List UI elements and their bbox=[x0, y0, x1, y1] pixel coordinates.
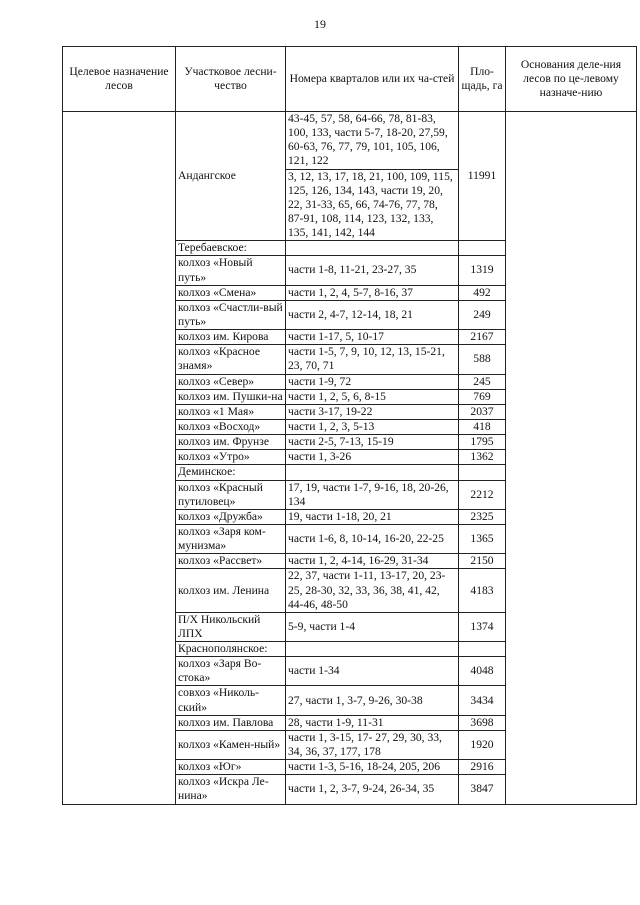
table-header-row bbox=[63, 47, 637, 112]
quarters-cell: части 1-8, 11-21, 23-27, 35 bbox=[286, 256, 459, 285]
area-cell: 2212 bbox=[459, 480, 506, 509]
area-cell bbox=[459, 465, 506, 480]
quarters-cell: части 1-17, 5, 10-17 bbox=[286, 330, 459, 345]
quarters-cell: части 1, 2, 4, 5-7, 8-16, 37 bbox=[286, 285, 459, 300]
forestry-cell: колхоз им. Пушки-на bbox=[176, 389, 286, 404]
forestry-cell: колхоз «Дружба» bbox=[176, 509, 286, 524]
area-cell: 2150 bbox=[459, 554, 506, 569]
area-cell: 2037 bbox=[459, 404, 506, 419]
forestry-cell: колхоз «1 Мая» bbox=[176, 404, 286, 419]
area-cell: 249 bbox=[459, 300, 506, 329]
quarters-cell: 22, 37, части 1-11, 13-17, 20, 23- 25, 28-30, 32, 33, 36, 38, 41, 42, 44-46, 48-50 bbox=[286, 569, 459, 612]
area-cell: 769 bbox=[459, 389, 506, 404]
quarters-cell: части 2, 4-7, 12-14, 18, 21 bbox=[286, 300, 459, 329]
area-cell: 2916 bbox=[459, 760, 506, 775]
forestry-cell: колхоз «Смена» bbox=[176, 285, 286, 300]
area-cell: 3698 bbox=[459, 715, 506, 730]
table-row bbox=[63, 112, 637, 170]
forestry-cell: колхоз «Красный путиловец» bbox=[176, 480, 286, 509]
area-cell: 492 bbox=[459, 285, 506, 300]
area-cell: 4048 bbox=[459, 657, 506, 686]
forestry-cell: колхоз им. Павлова bbox=[176, 715, 286, 730]
header-basis: Основания деле-ния лесов по це-левому назначе-нию bbox=[506, 47, 637, 112]
forestry-cell: П/Х Никольский ЛПХ bbox=[176, 612, 286, 641]
forestry-cell: колхоз «Заря Во-стока» bbox=[176, 657, 286, 686]
basis-cell bbox=[506, 112, 637, 805]
area-cell: 3847 bbox=[459, 775, 506, 804]
quarters-cell: части 1, 2, 3, 5-13 bbox=[286, 419, 459, 434]
header-area: Пло-щадь, га bbox=[459, 47, 506, 112]
area-cell bbox=[459, 642, 506, 657]
quarters-cell: 28, части 1-9, 11-31 bbox=[286, 715, 459, 730]
quarters-cell: части 1, 2, 5, 6, 8-15 bbox=[286, 389, 459, 404]
forestry-cell: колхоз «Счастли-вый путь» bbox=[176, 300, 286, 329]
forestry-cell: колхоз «Камен-ный» bbox=[176, 730, 286, 759]
forestry-cell: колхоз «Красное знамя» bbox=[176, 345, 286, 374]
area-cell: 1920 bbox=[459, 730, 506, 759]
quarters-cell: 43-45, 57, 58, 64-66, 78, 81-83, 100, 133, части 5-7, 18-20, 27,59, 60-63, 76, 77, 79, 101, 105, 106, 121, 122 bbox=[286, 112, 459, 170]
area-cell: 2167 bbox=[459, 330, 506, 345]
quarters-cell: части 1, 2, 3-7, 9-24, 26-34, 35 bbox=[286, 775, 459, 804]
forestry-cell: колхоз «Заря ком-мунизма» bbox=[176, 524, 286, 553]
table-body bbox=[63, 112, 637, 805]
header-purpose: Целевое назначение лесов bbox=[63, 47, 176, 112]
district-subheader: Теребаевское: bbox=[176, 241, 286, 256]
area-cell: 3434 bbox=[459, 686, 506, 715]
forestry-cell: колхоз «Восход» bbox=[176, 419, 286, 434]
forestry-cell: колхоз «Новый путь» bbox=[176, 256, 286, 285]
area-cell: 1319 bbox=[459, 256, 506, 285]
forestry-cell: колхоз им. Ленина bbox=[176, 569, 286, 612]
header-quarters: Номера кварталов или их ча-стей bbox=[286, 47, 459, 112]
quarters-cell: части 2-5, 7-13, 15-19 bbox=[286, 435, 459, 450]
quarters-cell: части 1-34 bbox=[286, 657, 459, 686]
quarters-cell: части 1, 3-15, 17- 27, 29, 30, 33, 34, 36, 37, 177, 178 bbox=[286, 730, 459, 759]
area-cell: 1795 bbox=[459, 435, 506, 450]
quarters-cell: 19, части 1-18, 20, 21 bbox=[286, 509, 459, 524]
area-cell: 1362 bbox=[459, 450, 506, 465]
quarters-cell: 3, 12, 13, 17, 18, 21, 100, 109, 115, 125, 126, 134, 143, части 19, 20, 22, 31-33, 65, 66, 74-76, 77, 78, 87-91, 108, 114, 123, 132, 133, 135, 141, 142, 144 bbox=[286, 169, 459, 241]
forest-division-table bbox=[62, 46, 637, 805]
area-cell: 588 bbox=[459, 345, 506, 374]
district-subheader: Краснополянское: bbox=[176, 642, 286, 657]
quarters-cell: части 3-17, 19-22 bbox=[286, 404, 459, 419]
area-cell: 1374 bbox=[459, 612, 506, 641]
quarters-cell: части 1, 2, 4-14, 16-29, 31-34 bbox=[286, 554, 459, 569]
quarters-cell: части 1-5, 7, 9, 10, 12, 13, 15-21, 23, 70, 71 bbox=[286, 345, 459, 374]
area-cell: 2325 bbox=[459, 509, 506, 524]
forestry-cell: колхоз им. Кирова bbox=[176, 330, 286, 345]
quarters-cell: 27, части 1, 3-7, 9-26, 30-38 bbox=[286, 686, 459, 715]
area-cell bbox=[459, 241, 506, 256]
forestry-cell: Андангское bbox=[176, 112, 286, 241]
forestry-cell: колхоз им. Фрунзе bbox=[176, 435, 286, 450]
quarters-cell: 17, 19, части 1-7, 9-16, 18, 20-26, 134 bbox=[286, 480, 459, 509]
area-cell: 11991 bbox=[459, 112, 506, 241]
forestry-cell: колхоз «Юг» bbox=[176, 760, 286, 775]
header-forestry: Участковое лесни-чество bbox=[176, 47, 286, 112]
purpose-cell bbox=[63, 112, 176, 805]
area-cell: 1365 bbox=[459, 524, 506, 553]
forestry-cell: колхоз «Рассвет» bbox=[176, 554, 286, 569]
forestry-cell: совхоз «Николь-ский» bbox=[176, 686, 286, 715]
quarters-cell bbox=[286, 241, 459, 256]
quarters-cell: 5-9, части 1-4 bbox=[286, 612, 459, 641]
forestry-cell: колхоз «Север» bbox=[176, 374, 286, 389]
quarters-cell: части 1, 3-26 bbox=[286, 450, 459, 465]
forestry-cell: колхоз «Искра Ле-нина» bbox=[176, 775, 286, 804]
quarters-cell bbox=[286, 642, 459, 657]
area-cell: 418 bbox=[459, 419, 506, 434]
quarters-cell: части 1-9, 72 bbox=[286, 374, 459, 389]
page-number: 19 bbox=[314, 17, 326, 31]
quarters-cell: части 1-6, 8, 10-14, 16-20, 22-25 bbox=[286, 524, 459, 553]
quarters-cell bbox=[286, 465, 459, 480]
area-cell: 4183 bbox=[459, 569, 506, 612]
district-subheader: Деминское: bbox=[176, 465, 286, 480]
quarters-cell: части 1-3, 5-16, 18-24, 205, 206 bbox=[286, 760, 459, 775]
forestry-cell: колхоз «Утро» bbox=[176, 450, 286, 465]
area-cell: 245 bbox=[459, 374, 506, 389]
